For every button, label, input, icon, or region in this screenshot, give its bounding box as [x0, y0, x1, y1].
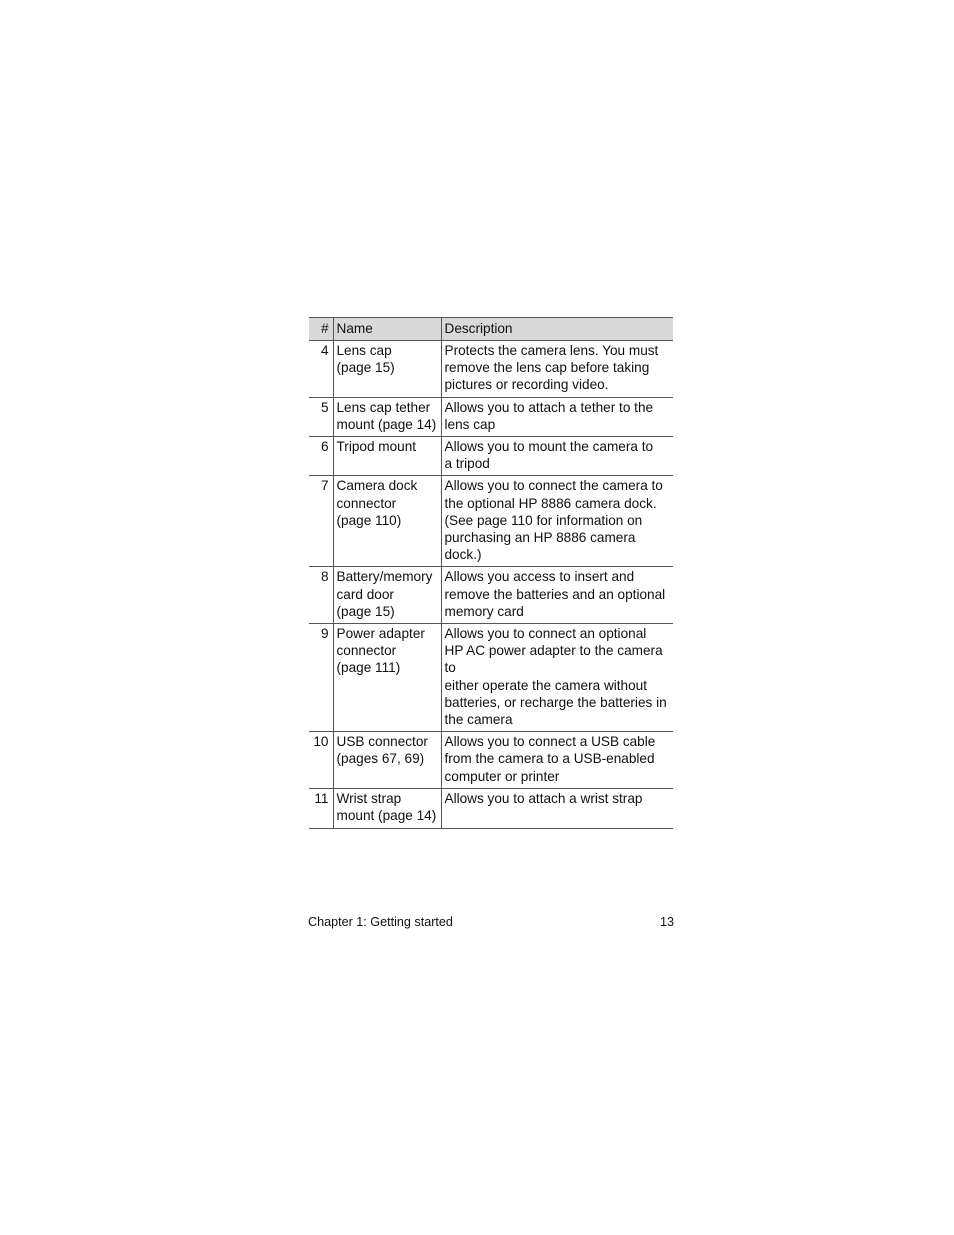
row-name: Power adapter connector (page 111) [333, 624, 441, 732]
row-number: 8 [309, 567, 333, 624]
footer-chapter-title: Chapter 1: Getting started [308, 915, 453, 929]
row-name: Battery/memory card door (page 15) [333, 567, 441, 624]
header-description: Description [441, 318, 673, 341]
header-name: Name [333, 318, 441, 341]
row-number: 9 [309, 624, 333, 732]
table-row [309, 732, 673, 789]
parts-table [309, 317, 673, 829]
row-description: Allows you to mount the camera to a tripod [441, 437, 673, 476]
row-number: 10 [309, 732, 333, 789]
table-row [309, 788, 673, 828]
row-description: Allows you to attach a wrist strap [441, 788, 673, 828]
row-name: Lens cap (page 15) [333, 341, 441, 398]
table-row [309, 624, 673, 732]
row-number: 4 [309, 341, 333, 398]
row-description: Allows you to connect a USB cable from the camera to a USB-enabled computer or printer [441, 732, 673, 789]
footer-page-number: 13 [659, 915, 674, 929]
row-description: Protects the camera lens. You must remove the lens cap before taking pictures or recording video. [441, 341, 673, 398]
table-row [309, 397, 673, 436]
table-row [309, 476, 673, 567]
row-description: Allows you to connect the camera to the optional HP 8886 camera dock. (See page 110 for information on purchasing an HP 8886 camera dock.) [441, 476, 673, 567]
table-header-row [309, 318, 673, 341]
row-number: 7 [309, 476, 333, 567]
row-number: 6 [309, 437, 333, 476]
row-name: Lens cap tether mount (page 14) [333, 397, 441, 436]
row-name: Tripod mount [333, 437, 441, 476]
row-description: Allows you to connect an optional HP AC power adapter to the camera to either operate the camera without batteries, or recharge the batteries in the camera [441, 624, 673, 732]
row-number: 5 [309, 397, 333, 436]
table-row [309, 567, 673, 624]
row-name: Wrist strap mount (page 14) [333, 788, 441, 828]
row-description: Allows you to attach a tether to the lens cap [441, 397, 673, 436]
header-number: # [309, 318, 333, 341]
row-description: Allows you access to insert and remove the batteries and an optional memory card [441, 567, 673, 624]
table-row [309, 437, 673, 476]
table-row [309, 341, 673, 398]
row-name: USB connector (pages 67, 69) [333, 732, 441, 789]
row-number: 11 [309, 788, 333, 828]
row-name: Camera dock connector (page 110) [333, 476, 441, 567]
